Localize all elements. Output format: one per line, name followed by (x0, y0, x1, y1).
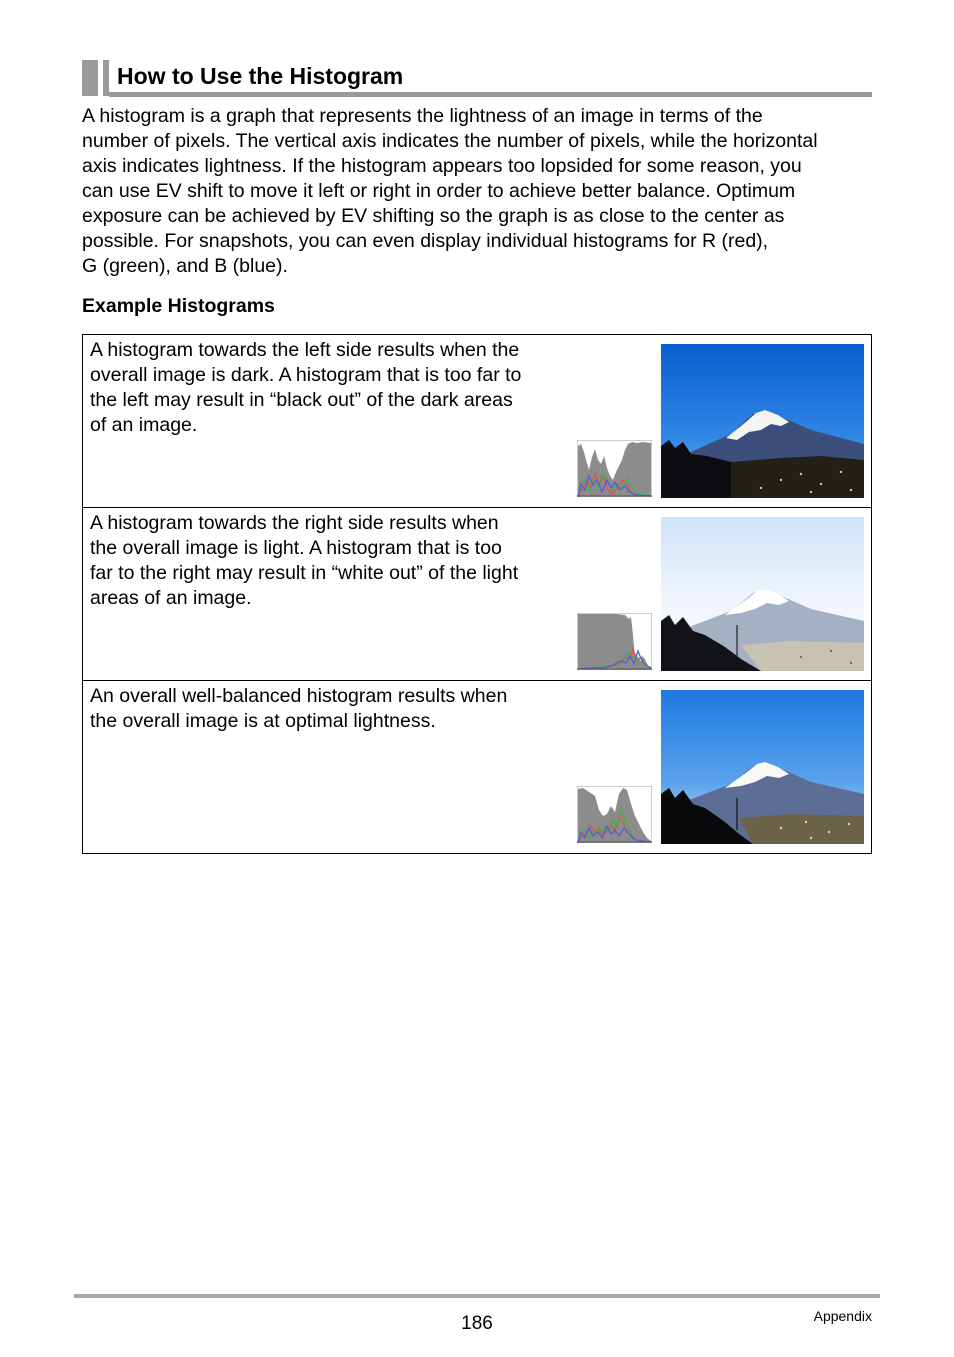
page-number: 186 (461, 1313, 493, 1334)
examples-table (82, 334, 872, 854)
histogram-graph-icon (577, 786, 652, 843)
section-heading (82, 58, 872, 98)
description-line: of an image. (90, 414, 198, 436)
example-description (90, 511, 570, 611)
description-line: A histogram towards the left side results when the (90, 339, 520, 361)
intro-line: axis indicates lightness. If the histogram appears too lopsided for some reason, you (82, 155, 802, 177)
example-description (90, 684, 570, 734)
footer-section-label: Appendix (813, 1308, 872, 1324)
description-line: the overall image is light. A histogram that is too (90, 537, 502, 559)
heading-underline (109, 92, 872, 97)
example-description (90, 338, 570, 438)
intro-line: exposure can be achieved by EV shifting so the graph is as close to the center as (82, 205, 785, 227)
example-row-light (83, 507, 871, 680)
intro-line: G (green), and B (blue). (82, 255, 288, 277)
intro-line: can use EV shift to move it left or right in order to achieve better balance. Optimum (82, 180, 796, 202)
description-line: far to the right may result in “white out” of the light (90, 562, 519, 584)
example-row-balanced (83, 680, 871, 853)
footer-divider (74, 1294, 880, 1298)
intro-line: possible. For snapshots, you can even display individual histograms for R (red), (82, 230, 769, 252)
description-line: A histogram towards the right side results when (90, 512, 499, 534)
histogram-graph-icon (577, 440, 652, 497)
description-line: overall image is dark. A histogram that is too far to (90, 364, 522, 386)
intro-paragraph (82, 104, 882, 279)
description-line: areas of an image. (90, 587, 252, 609)
histogram-graph-icon (577, 613, 652, 670)
description-line: the left may result in “black out” of the dark areas (90, 389, 513, 411)
mountain-photo-dark (661, 344, 864, 498)
description-line: the overall image is at optimal lightness. (90, 710, 436, 732)
mountain-photo-light (661, 517, 864, 671)
example-row-dark (83, 335, 871, 507)
examples-heading: Example Histograms (82, 295, 275, 317)
description-line: An overall well-balanced histogram results when (90, 685, 508, 707)
heading-marker (103, 60, 109, 96)
intro-line: number of pixels. The vertical axis indicates the number of pixels, while the horizontal (82, 130, 818, 152)
intro-line: A histogram is a graph that represents the lightness of an image in terms of the (82, 105, 763, 127)
mountain-photo-balanced (661, 690, 864, 844)
section-title: How to Use the Histogram (117, 63, 404, 89)
heading-marker (82, 60, 98, 96)
